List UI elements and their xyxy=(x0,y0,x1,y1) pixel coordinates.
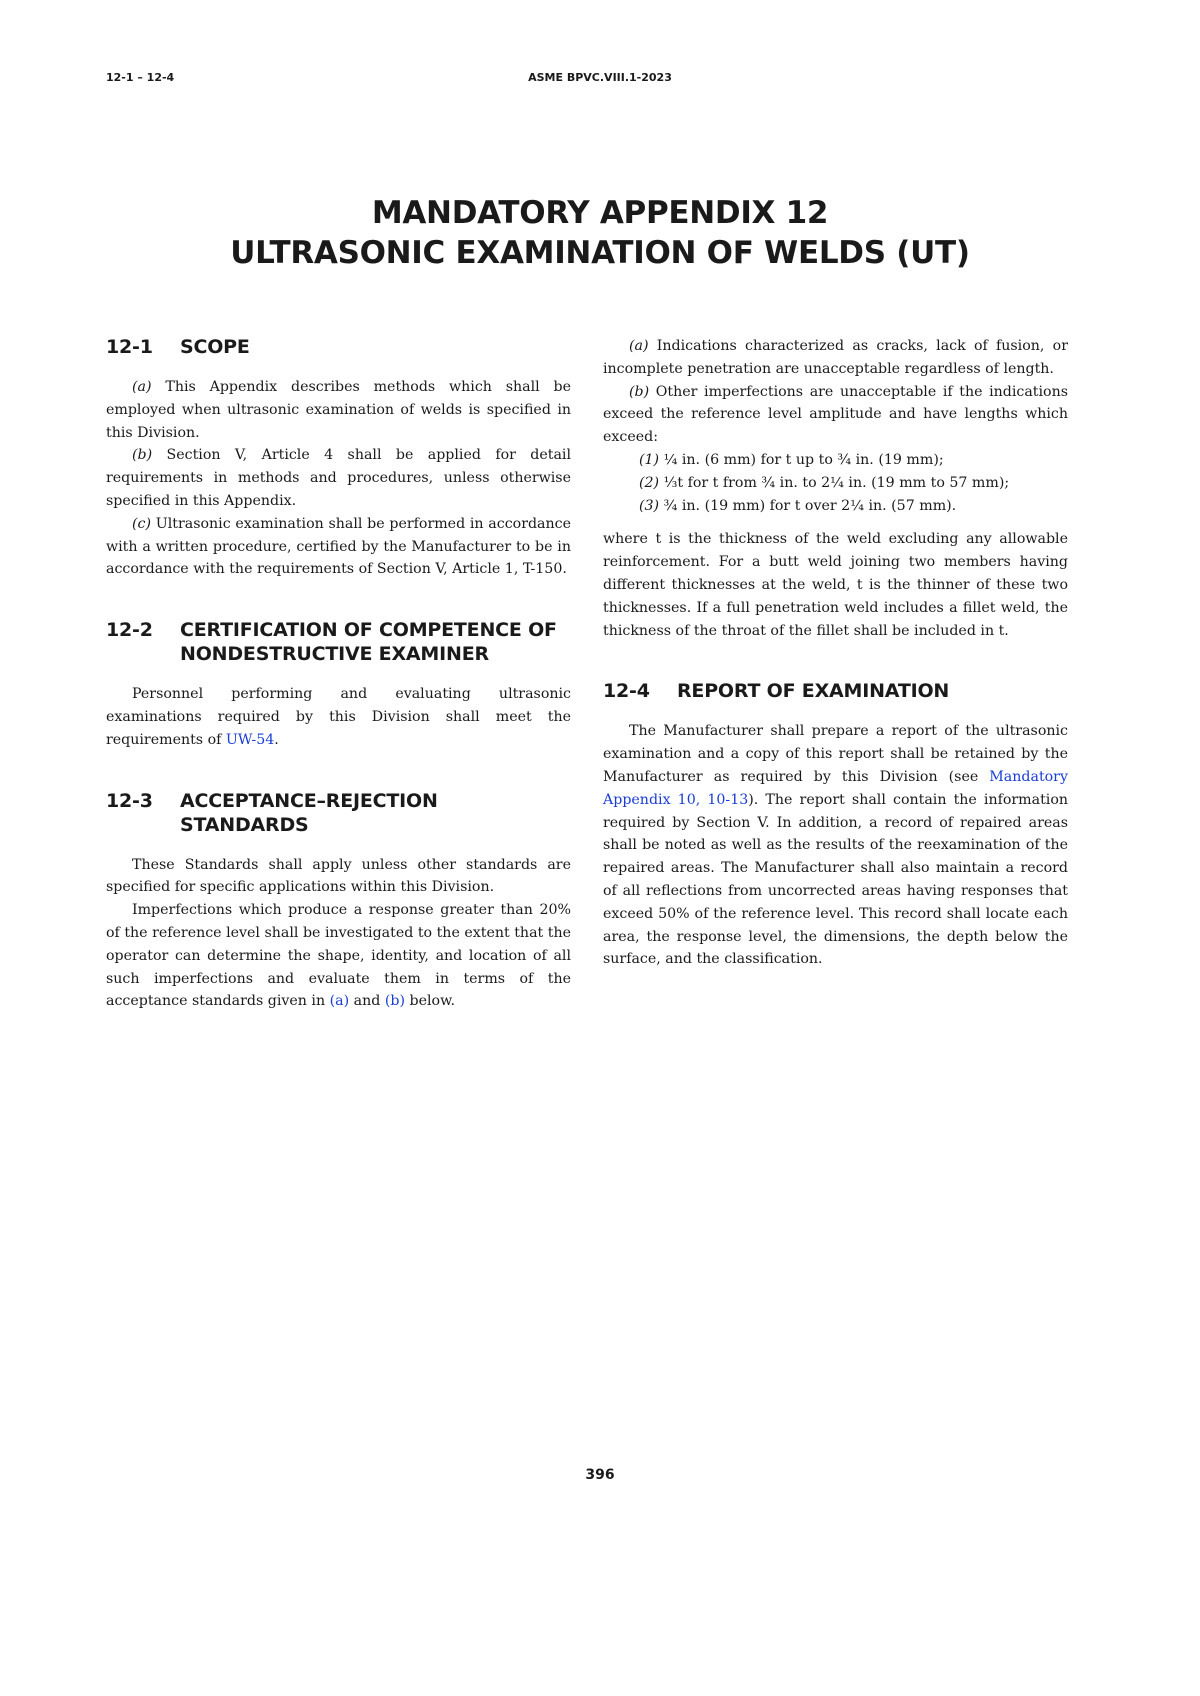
section-heading-12-2 xyxy=(106,618,571,666)
item-label: (1) xyxy=(639,451,660,468)
paragraph-12-4 xyxy=(603,720,1068,971)
right-column xyxy=(603,335,1068,971)
paragraph-12-1-b xyxy=(106,444,571,512)
paragraph-text-end: below. xyxy=(405,993,456,1010)
paragraph-12-3-1: These Standards shall apply unless other standards are specified for specific applications within this Division. xyxy=(106,856,571,896)
section-range: 12-1 – 12-4 xyxy=(106,71,175,84)
paragraph-text: Ultrasonic examination shall be performed in accordance with a written procedure, certified by the Manufacturer to be in accordance with the requirements of Section V, Article 1, T-150. xyxy=(106,515,571,578)
paragraph-text-and: and xyxy=(349,993,385,1010)
section-number: 12-1 xyxy=(106,336,153,358)
list-item xyxy=(603,449,1068,472)
paragraph-text: Indications characterized as cracks, lack of fusion, or incomplete penetration are unacceptable regardless of length. xyxy=(603,338,1068,377)
appendix-title xyxy=(0,193,1200,273)
item-label: (a) xyxy=(132,379,152,395)
section-number: 12-3 xyxy=(106,789,153,812)
item-label: (a) xyxy=(629,338,649,354)
link-b[interactable]: (b) xyxy=(384,993,406,1010)
title-line-1: MANDATORY APPENDIX 12 xyxy=(371,195,829,231)
section-number: 12-2 xyxy=(106,619,153,642)
paragraph-12-1-c xyxy=(106,513,571,581)
page-number: 396 xyxy=(585,1467,615,1483)
item-text: ⅓t for t from ¾ in. to 2¼ in. (19 mm to 57 mm); xyxy=(659,474,1010,491)
item-text: ¼ in. (6 mm) for t up to ¾ in. (19 mm); xyxy=(659,451,944,468)
paragraph-text-continued: ). The report shall contain the information required by Section V. In addition, a record of repaired areas shall be noted as well as the results of the reexamination of the repaired areas. The Manufacturer shall also maintain a record of all reflections from uncorrected areas having responses that exceed 50% of the reference level. This record shall locate each area, the response level, the dimensions, the depth below the surface, and the classification. xyxy=(603,791,1068,968)
paragraph-12-2 xyxy=(106,683,571,751)
section-heading-12-1 xyxy=(106,335,571,359)
section-title: ACCEPTANCE–REJECTION STANDARDS xyxy=(180,789,438,836)
section-title: CERTIFICATION OF COMPETENCE OF NONDESTRUCTIVE EXAMINER xyxy=(180,619,557,666)
paragraph-12-3-2 xyxy=(106,899,571,1013)
paragraph-text: Personnel performing and evaluating ultrasonic examinations required by this Division shall meet the requirements of xyxy=(106,686,571,748)
title-line-2: ULTRASONIC EXAMINATION OF WELDS (UT) xyxy=(230,235,970,271)
section-number: 12-4 xyxy=(603,680,650,703)
section-title: SCOPE xyxy=(180,336,250,358)
paragraph-12-3-b xyxy=(603,381,1068,449)
item-label: (b) xyxy=(132,447,153,464)
item-label: (c) xyxy=(132,515,152,532)
paragraph-12-1-a xyxy=(106,376,571,444)
paragraph-text: Other imperfections are unacceptable if the indications exceed the reference level amplitude and have lengths which exceed: xyxy=(603,383,1068,446)
document-code: ASME BPVC.VIII.1-2023 xyxy=(528,71,672,84)
section-title: REPORT OF EXAMINATION xyxy=(677,680,950,703)
paragraph-where: where t is the thickness of the weld excluding any allowable reinforcement. For a butt weld joining two members having different thicknesses at the weld, t is the thinner of these two thicknesses. If a full penetration weld includes a fillet weld, the thickness of the throat of the fillet shall be included in t. xyxy=(603,531,1068,639)
left-column xyxy=(106,335,571,1013)
running-head xyxy=(106,71,1094,91)
paragraph-text: Section V, Article 4 shall be applied for detail requirements in methods and procedures, unless otherwise specified in this Appendix. xyxy=(106,447,571,509)
link-a[interactable]: (a) xyxy=(329,993,350,1010)
section-heading-12-3 xyxy=(106,789,571,837)
paragraph-text: The Manufacturer shall prepare a report of the ultrasonic examination and a copy of this report shall be retained by the Manufacturer as required by this Division (see xyxy=(603,723,1068,785)
paragraph-12-3-a xyxy=(603,335,1068,381)
list-item xyxy=(603,472,1068,495)
item-label: (2) xyxy=(639,474,660,491)
paragraph-text: This Appendix describes methods which shall be employed when ultrasonic examination of welds is specified in this Division. xyxy=(106,379,571,441)
item-text: ¾ in. (19 mm) for t over 2¼ in. (57 mm). xyxy=(659,497,957,514)
paragraph-text-end: . xyxy=(274,731,279,748)
link-uw-54[interactable]: UW-54 xyxy=(225,731,275,748)
item-label: (b) xyxy=(629,383,650,400)
list-item xyxy=(603,495,1068,518)
section-heading-12-4 xyxy=(603,679,1068,703)
link-mandatory-appendix-10[interactable]: Mandatory Appendix 10, 10-13 xyxy=(603,768,1068,808)
paragraph-text: Imperfections which produce a response greater than 20% of the reference level shall be investigated to the extent that the operator can determine the shape, identity, and location of all such imperfections and evaluate them in terms of the acceptance standards given in xyxy=(106,902,571,1010)
item-label: (3) xyxy=(639,497,660,514)
